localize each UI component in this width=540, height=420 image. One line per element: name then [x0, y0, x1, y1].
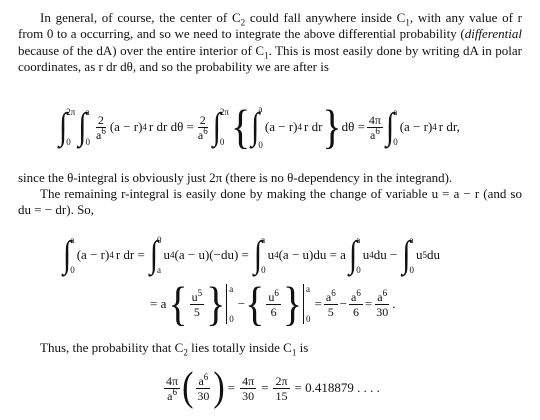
fraction: $\frac{a^6}{30}$ — [197, 371, 210, 403]
equation-2-line-1: ∫ a 0 (a − r) 4 r dr = ∫ 0 a u 4 (a − u)(−du) = ∫ a 0 u 4 (a − u)du = a ∫ a 0 u 4 du − ∫ a 0 u 5 du — [63, 233, 440, 275]
paragraph-2a: since the θ-integral is obviously just 2π (there is no θ-dependency in the integrand). — [18, 170, 453, 185]
left-brace: { — [168, 276, 188, 331]
left-brace: { — [245, 276, 265, 331]
right-brace: } — [206, 276, 226, 331]
equation-1: ∫ 2π 0 ∫ a 0 $\frac{2}{a^6}$ (a − r) 4 r dr dθ = $\frac{2}{a^6}$ ∫ 2π 0 { ∫ a 0 (a − r) 4 r dr } dθ = $\frac{4\pi}{a^6}$ ∫ a 0 (a − r) 4 r dr, — [59, 99, 460, 154]
paragraph-1: In general, of course, the center of $C_2$ could fall anywhere inside $C_1$, with any value of r from 0 to a occurring, and so we need to integrate the above differential probability (differential because of the dA) over the entire interior of $C_1$. This is most easily done by writing dA in polar coordinates, as r dr dθ, and so the probability we are after is — [18, 10, 522, 74]
integral-sign: ∫ — [253, 233, 263, 275]
fraction: $\frac{2}{a^6}$ — [197, 112, 208, 142]
integral-sign: ∫ — [251, 105, 260, 147]
integral-sign: ∫ — [78, 105, 87, 147]
integral-sign: ∫ — [402, 233, 411, 275]
paragraph-3: Thus, the probability that $C_2$ lies totally inside $C_1$ is — [40, 340, 309, 358]
integral-sign: ∫ — [149, 233, 159, 275]
evaluation-bar: a 0 — [226, 284, 234, 324]
fraction: $\frac{a^6}{6}$ — [351, 287, 361, 319]
fraction: $\frac{4\pi}{30}$ — [242, 373, 255, 403]
left-paren: ( — [182, 365, 194, 410]
fraction: $\frac{4\pi}{a^6}$ — [368, 112, 381, 142]
right-brace: } — [282, 276, 303, 331]
integral-sign: ∫ — [348, 233, 358, 275]
right-brace: } — [322, 99, 342, 154]
paragraph-2b: The remaining r-integral is easily done by making the change of variable u = a − r (and so du = − dr). So, — [18, 186, 522, 218]
left-brace: { — [230, 99, 251, 154]
equation-3: $\frac{4\pi}{a^6}$ ( $\frac{a^6}{30}$ ) = $\frac{4\pi}{30}$ = $\frac{2\pi}{15}$ = 0.418879 . . . . — [162, 366, 380, 410]
fraction: $\frac{a^6}{5}$ — [325, 287, 336, 319]
fraction: $\frac{2}{a^6}$ — [95, 112, 106, 142]
integral-sign: ∫ — [63, 233, 72, 275]
fraction: $\frac{u^5}{5}$ — [191, 287, 203, 319]
integral-sign: ∫ — [212, 105, 221, 147]
fraction: $\frac{2\pi}{15}$ — [275, 373, 288, 403]
integral-sign: ∫ — [385, 105, 395, 147]
fraction: $\frac{u^6}{6}$ — [268, 287, 279, 319]
fraction: $\frac{4\pi}{a^6}$ — [166, 373, 179, 403]
right-paren: ) — [213, 365, 225, 410]
emphasis-differential: differential — [464, 26, 522, 42]
integral-sign: ∫ — [59, 105, 68, 147]
equation-2-line-2: = a { $\frac{u^5}{5}$ } a 0 − { $\frac{u^6}{6}$ } a 0 = $\frac{a^6}{5}$ − $\frac{a^6}{6}$ = $\frac{a^6}{30}$ . — [150, 276, 396, 331]
fraction: $\frac{a^6}{30}$ — [376, 287, 389, 319]
evaluation-bar: a 0 — [303, 284, 311, 324]
